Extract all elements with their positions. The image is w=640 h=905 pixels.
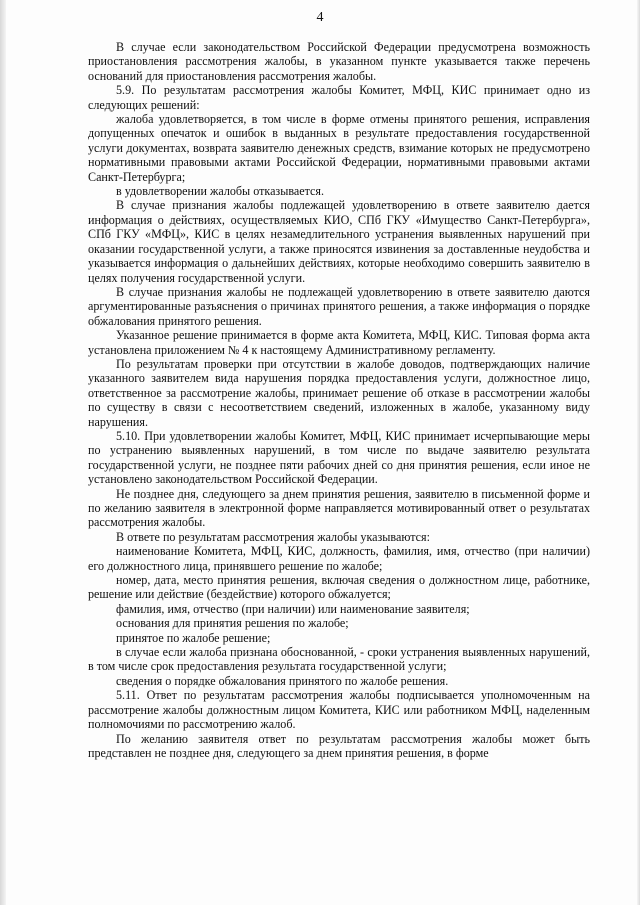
paragraph: В ответе по результатам рассмотрения жалобы указываются:	[116, 529, 430, 544]
paragraph: По результатам проверки при отсутствии в жалобе доводов, подтверждающих наличие указанного заявителем вида нарушения порядка предоставления услуги, должностное лицо, ответственное за рассмотрение жалобы, принимает решение об отказе в рассмотрении жалобы по существу в связи с несоответствием сведений, изложенных в жалобе, указанному виду нарушения.	[88, 356, 590, 429]
paragraph: По желанию заявителя ответ по результатам рассмотрения жалобы может быть представлен не позднее дня, следующего за днем принятия решения, в форме	[88, 731, 590, 760]
page-number: 4	[316, 10, 324, 25]
paragraph: 5.11. Ответ по результатам рассмотрения жалобы подписывается уполномоченным на рассмотрение жалобы должностным лицом Комитета, КИС или работником МФЦ, наделенным полномочиями по рассмотрению жалоб.	[88, 688, 590, 732]
list-item: основания для принятия решения по жалобе;	[116, 616, 349, 631]
paragraph: 5.9. По результатам рассмотрения жалобы Комитет, МФЦ, КИС принимает одно из следующих решений:	[88, 83, 590, 112]
paragraph: В случае признания жалобы не подлежащей удовлетворению в ответе заявителю даются аргументированные разъяснения о причинах принятого решения, а также информация о порядке обжалования принятого решения.	[88, 284, 590, 328]
document-body	[88, 40, 590, 760]
list-item: принятое по жалобе решение;	[116, 630, 271, 645]
paragraph: жалоба удовлетворяется, в том числе в форме отмены принятого решения, исправления допущенных опечаток и ошибок в выданных в результате предоставления государственной услуги документах, возврата заявителю денежных средств, взимание которых не предусмотрено нормативными правовыми актами Российской Федерации, нормативными правовыми актами Санкт-Петербурга;	[88, 112, 590, 184]
list-item: номер, дата, место принятия решения, включая сведения о должностном лице, работнике, решение или действие (бездействие) которого обжалуется;	[88, 573, 590, 602]
list-item: фамилия, имя, отчество (при наличии) или наименование заявителя;	[116, 601, 470, 616]
paragraph: Указанное решение принимается в форме акта Комитета, МФЦ, КИС. Типовая форма акта установлена приложением № 4 к настоящему Административному регламенту.	[88, 328, 590, 357]
scan-edge-left	[0, 0, 6, 905]
paragraph: 5.10. При удовлетворении жалобы Комитет, МФЦ, КИС принимает исчерпывающие меры по устранению выявленных нарушений, в том числе по выдаче заявителю результата государственной услуги, не позднее пяти рабочих дней со дня принятия решения, если иное не установлено законодательством Российской Федерации.	[88, 428, 590, 487]
paragraph: В случае если законодательством Российской Федерации предусмотрена возможность приостановления рассмотрения жалобы, в указанном пункте указывается также перечень оснований для приостановления рассмотрения жалобы.	[88, 40, 590, 83]
list-item: наименование Комитета, МФЦ, КИС, должность, фамилия, имя, отчество (при наличии) его должностного лица, принявшего решение по жалобе;	[88, 544, 590, 573]
list-item: сведения о порядке обжалования принятого по жалобе решения.	[116, 673, 449, 688]
paragraph: В случае признания жалобы подлежащей удовлетворению в ответе заявителю дается информация о действиях, осуществляемых КИО, СПб ГКУ «Имущество Санкт-Петербурга», СПб ГКУ «МФЦ», КИС в целях незамедлительного устранения выявленных нарушений при оказании государственной услуги, а также приносятся извинения за доставленные неудобства и указывается информация о дальнейших действиях, которые необходимо совершить заявителю в целях получения государственной услуги.	[88, 198, 590, 285]
paragraph: Не позднее дня, следующего за днем принятия решения, заявителю в письменной форме и по желанию заявителя в электронной форме направляется мотивированный ответ о результатах рассмотрения жалобы.	[88, 486, 590, 530]
list-item: в случае если жалоба признана обоснованной, - сроки устранения выявленных нарушений, в том числе срок предоставления результата государственной услуги;	[88, 645, 590, 674]
paragraph: в удовлетворении жалобы отказывается.	[116, 184, 325, 199]
